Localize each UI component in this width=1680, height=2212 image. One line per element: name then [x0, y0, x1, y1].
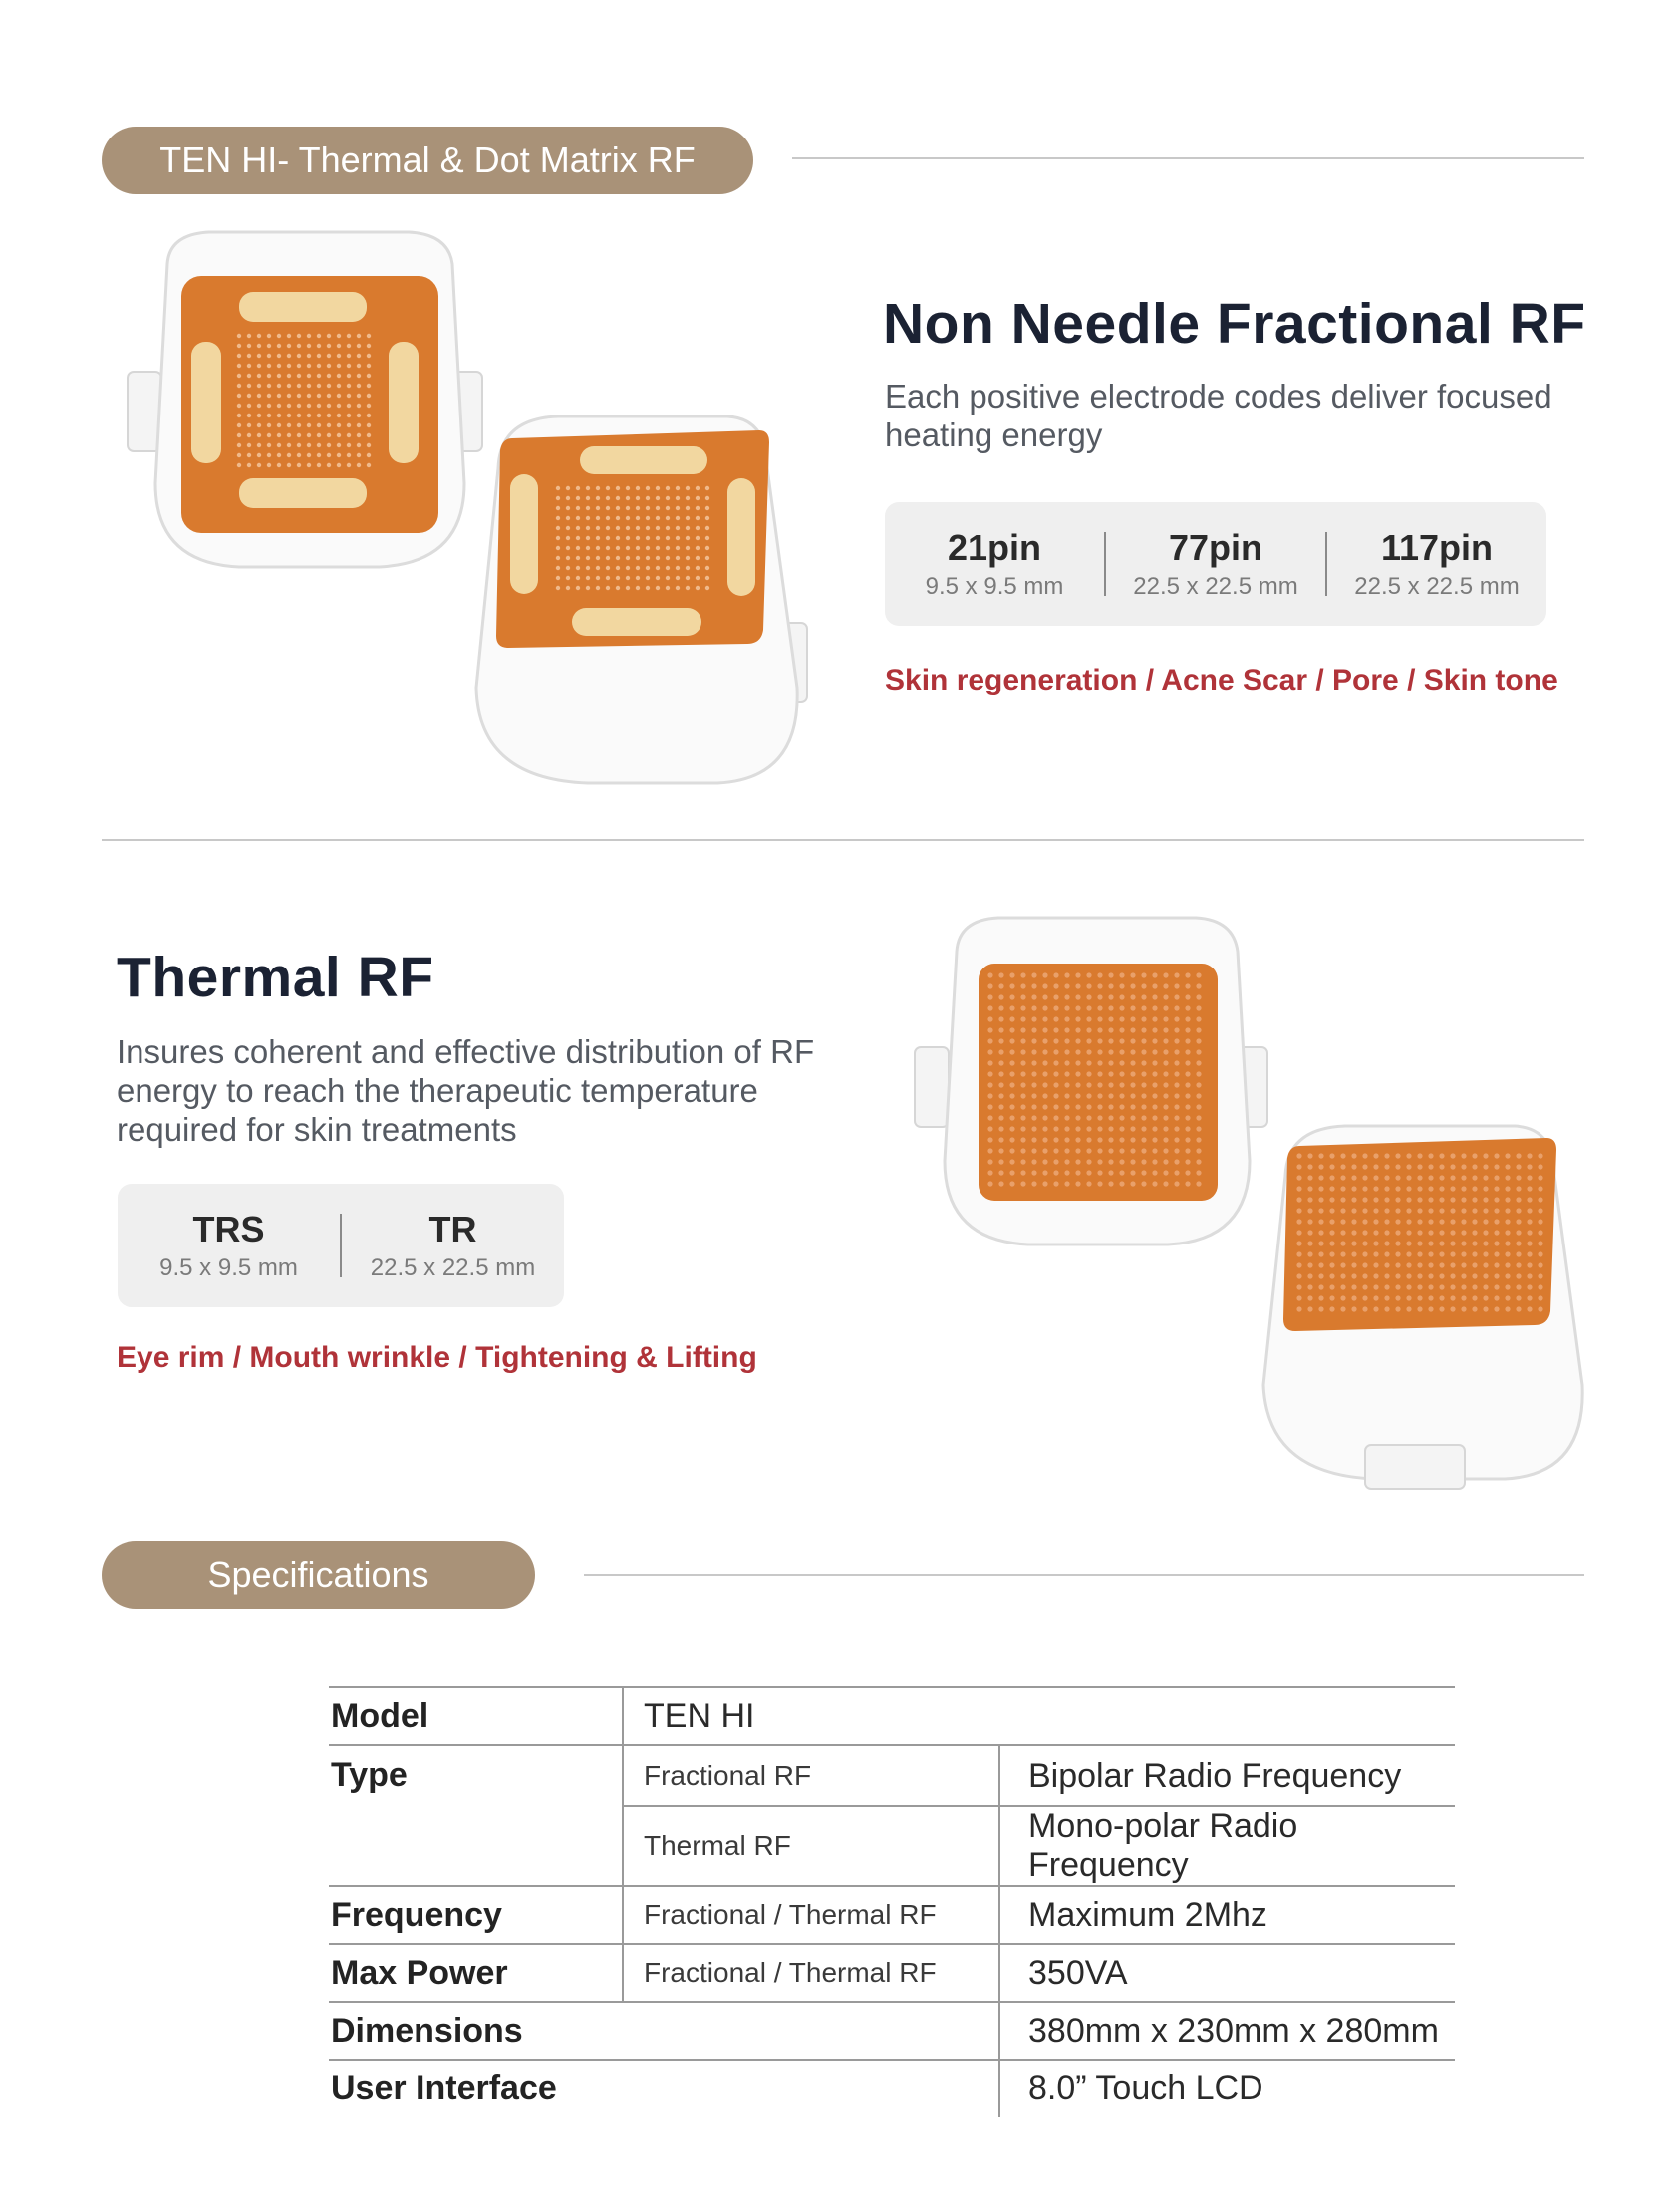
spec-value: TEN HI: [623, 1687, 1455, 1745]
pin-option-title: 21pin: [947, 527, 1042, 568]
spec-row-model: [329, 1687, 1455, 1745]
section-badge-label: TEN HI- Thermal & Dot Matrix RF: [159, 139, 696, 180]
spec-value: 8.0” Touch LCD: [999, 2060, 1455, 2117]
thermal-tip-angled-image: [1256, 1116, 1614, 1495]
fractional-tip-front-image: [120, 224, 498, 578]
pin-option-21: [885, 527, 1104, 601]
spec-subtype: Thermal RF: [623, 1806, 999, 1886]
tip-option-size: 22.5 x 22.5 mm: [370, 1254, 536, 1281]
pin-option-117: [1327, 527, 1546, 601]
tip-option-title: TRS: [192, 1209, 265, 1249]
tip-option-title: TR: [428, 1209, 477, 1249]
thermal-tip-front-image: [907, 912, 1285, 1250]
spec-value: 380mm x 230mm x 280mm: [999, 2002, 1455, 2060]
spec-row-frequency: [329, 1886, 1455, 1944]
spec-subtype: Fractional RF: [623, 1745, 999, 1806]
spec-row-dimensions: [329, 2002, 1455, 2060]
spec-label: Model: [329, 1687, 623, 1745]
spec-subtype: Fractional / Thermal RF: [623, 1886, 999, 1944]
specifications-badge: [102, 1541, 535, 1609]
tip-option-trs: [118, 1209, 340, 1282]
pin-option-size: 22.5 x 22.5 mm: [1354, 573, 1520, 600]
fractional-rf-title: Non Needle Fractional RF: [883, 292, 1586, 356]
spec-row-type-fractional: [329, 1745, 1455, 1806]
spec-value: 350VA: [999, 1944, 1455, 2002]
thermal-rf-description: Insures coherent and effective distribution of RF energy to reach the therapeutic temperature required for skin treatments: [117, 1033, 815, 1148]
specifications-badge-label: Specifications: [207, 1554, 429, 1595]
spec-label: Max Power: [329, 1944, 623, 2002]
header-divider: [792, 157, 1584, 159]
tip-option-tr: [342, 1209, 564, 1282]
spec-label: Type: [329, 1745, 623, 1886]
pin-option-title: 117pin: [1380, 527, 1494, 568]
fractional-rf-description: Each positive electrode codes deliver focused heating energy: [885, 378, 1552, 453]
thermal-rf-uses: Eye rim / Mouth wrinkle / Tightening & Lifting: [117, 1341, 757, 1374]
section-divider: [102, 839, 1584, 841]
pin-option-title: 77pin: [1168, 527, 1263, 568]
specifications-divider: [584, 1574, 1584, 1576]
spec-value: Maximum 2Mhz: [999, 1886, 1455, 1944]
spec-value: Bipolar Radio Frequency: [999, 1745, 1455, 1806]
spec-empty-cell: [623, 2002, 999, 2060]
thermal-rf-title: Thermal RF: [117, 946, 434, 1009]
spec-row-max-power: [329, 1944, 1455, 2002]
fractional-tip-angled-image: [468, 409, 827, 792]
spec-empty-cell: [623, 2060, 999, 2117]
pin-option-77: [1106, 527, 1325, 601]
pin-grid: [1296, 1153, 1542, 1311]
fractional-rf-uses: Skin regeneration / Acne Scar / Pore / Skin tone: [885, 664, 1558, 696]
spec-subtype: Fractional / Thermal RF: [623, 1944, 999, 2002]
spec-label: User Interface: [329, 2060, 623, 2117]
section-badge-ten-hi: [102, 127, 753, 194]
spec-label: Frequency: [329, 1886, 623, 1944]
spec-label: Dimensions: [329, 2002, 623, 2060]
thermal-tip-options: [118, 1184, 564, 1307]
specifications-table: [329, 1686, 1455, 2117]
tip-option-size: 9.5 x 9.5 mm: [159, 1254, 298, 1281]
spec-value: Mono-polar Radio Frequency: [999, 1806, 1455, 1886]
fractional-pin-options: [885, 502, 1546, 626]
spec-row-user-interface: [329, 2060, 1455, 2117]
pin-option-size: 9.5 x 9.5 mm: [925, 573, 1064, 600]
pin-option-size: 22.5 x 22.5 mm: [1133, 573, 1298, 600]
